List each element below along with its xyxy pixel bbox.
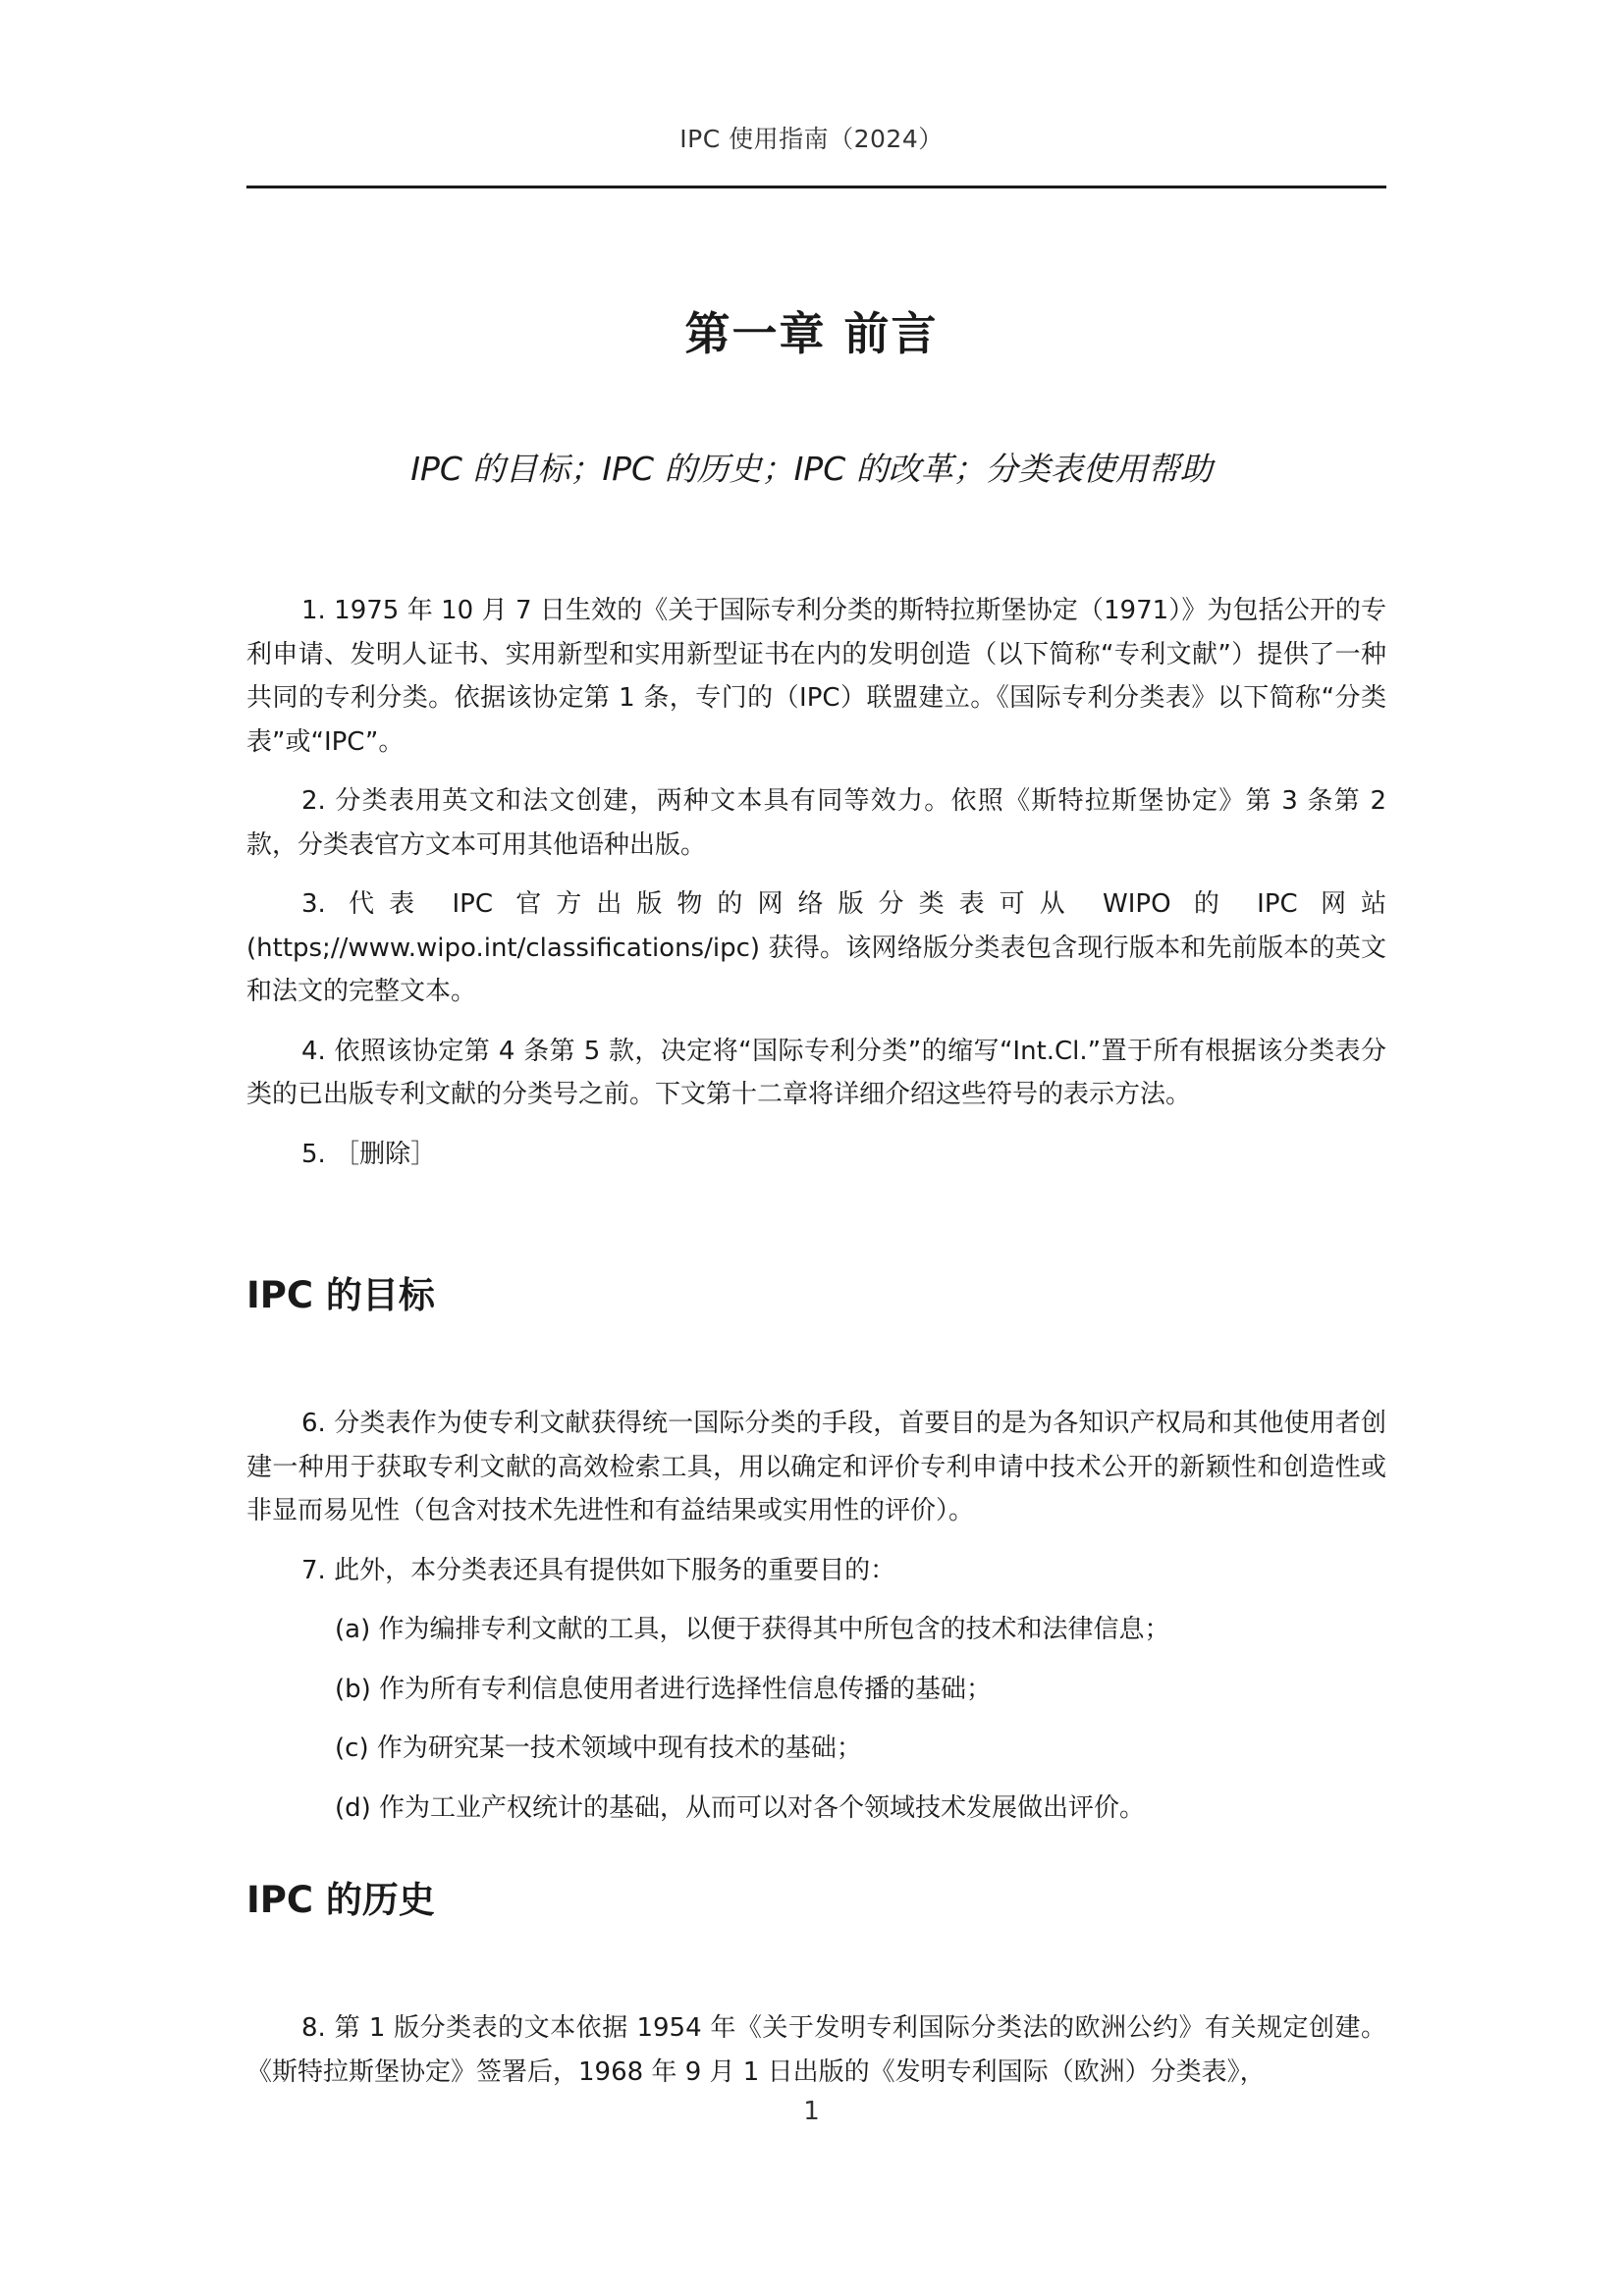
list-item-b: (b) 作为所有专利信息使用者进行选择性信息传播的基础；: [335, 1674, 993, 1704]
paragraph-1: 1. 1975 年 10 月 7 日生效的《关于国际专利分类的斯特拉斯堡协定（1971）》为包括公开的专利申请、发明人证书、实用新型和实用新型证书在内的发明创造（以下简称“专利文献”）提供了一种共同的专利分类。依据该协定第 1 条，专门的（IPC）联盟建立。《国际专利分类表》以下简称“分类表”或“IPC”。: [246, 596, 1386, 757]
paragraph-4: 4. 依照该协定第 4 条第 5 款，决定将“国际专利分类”的缩写“Int.Cl.”置于所有根据该分类表分类的已出版专利文献的分类号之前。下文第十二章将详细介绍这些符号的表示方法。: [246, 1036, 1386, 1109]
section-heading-history: IPC 的历史: [246, 1879, 435, 1921]
running-header: IPC 使用指南（2024）: [679, 125, 944, 153]
paragraph-8: 8. 第 1 版分类表的文本依据 1954 年《关于发明专利国际分类法的欧洲公约》有关规定创建。《斯特拉斯堡协定》签署后，1968 年 9 月 1 日出版的《发明专利国际（欧洲）分类表》，: [246, 2013, 1386, 2087]
paragraph-6: 6. 分类表作为使专利文献获得统一国际分类的手段，首要目的是为各知识产权局和其他使用者创建一种用于获取专利文献的高效检索工具，用以确定和评价专利申请中技术公开的新颖性和创造性或非显而易见性（包含对技术先进性和有益结果或实用性的评价）。: [246, 1409, 1386, 1525]
paragraph-2: 2. 分类表用英文和法文创建，两种文本具有同等效力。依照《斯特拉斯堡协定》第 3 条第 2 款，分类表官方文本可用其他语种出版。: [246, 786, 1386, 860]
chapter-title: 第一章 前言: [684, 307, 939, 360]
page-number: 1: [803, 2097, 820, 2126]
paragraph-3: 3. 代表 IPC 官方出版物的网络版分类表可从 WIPO 的 IPC 网站 (https;//www.wipo.int/classifications/ipc) 获得。该网络版分类表包含现行版本和先前版本的英文和法文的完整文本。: [246, 889, 1386, 1006]
header-rule: [246, 186, 1386, 188]
chapter-subtitle: IPC 的目标；IPC 的历史；IPC 的改革；分类表使用帮助: [410, 450, 1213, 488]
main-content: [246, 589, 1386, 2109]
paragraph-7: 7. 此外，本分类表还具有提供如下服务的重要目的：: [301, 1555, 896, 1585]
list-item-d: (d) 作为工业产权统计的基础，从而可以对各个领域技术发展做出评价。: [335, 1792, 1146, 1823]
list-item-c: (c) 作为研究某一技术领域中现有技术的基础；: [335, 1734, 862, 1763]
list-item-a: (a) 作为编排专利文献的工具，以便于获得其中所包含的技术和法律信息；: [335, 1615, 1170, 1644]
paragraph-5: 5. ［删除］: [301, 1139, 437, 1169]
section-heading-objectives: IPC 的目标: [246, 1274, 435, 1316]
